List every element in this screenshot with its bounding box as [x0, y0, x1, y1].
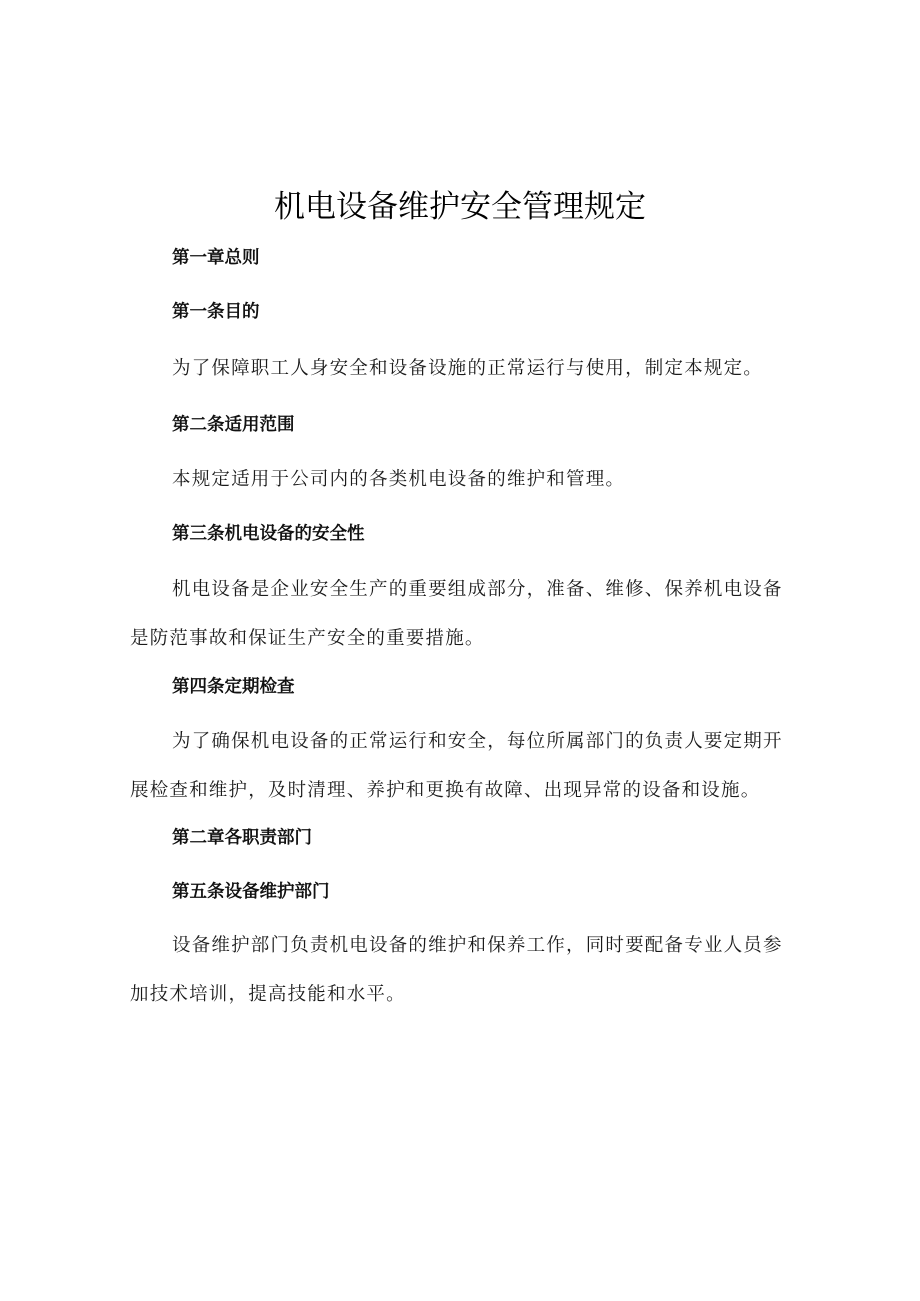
document-title: 机电设备维护安全管理规定	[274, 189, 646, 225]
chapter-heading: 第二章各职责部门	[172, 828, 312, 848]
chapter-heading: 第一章总则	[172, 248, 260, 268]
article-heading: 第二条适用范围	[172, 415, 295, 435]
article-paragraph: 为了保障职工人身安全和设备设施的正常运行与使用，制定本规定。	[172, 358, 764, 379]
article-heading: 第三条机电设备的安全性	[172, 524, 365, 544]
article-paragraph: 本规定适用于公司内的各类机电设备的维护和管理。	[172, 469, 626, 490]
article-heading: 第一条目的	[172, 302, 260, 322]
article-heading: 第五条设备维护部门	[172, 882, 330, 902]
article-heading: 第四条定期检查	[172, 677, 295, 697]
article-paragraph: 机电设备是企业安全生产的重要组成部分，准备、维修、保养机电设备是防范事故和保证生产安全的重要措施。	[130, 579, 783, 649]
article-paragraph: 为了确保机电设备的正常运行和安全，每位所属部门的负责人要定期开展检查和维护，及时清理、养护和更换有故障、出现异常的设备和设施。	[130, 731, 783, 801]
article-paragraph: 设备维护部门负责机电设备的维护和保养工作，同时要配备专业人员参加技术培训，提高技能和水平。	[130, 935, 783, 1005]
